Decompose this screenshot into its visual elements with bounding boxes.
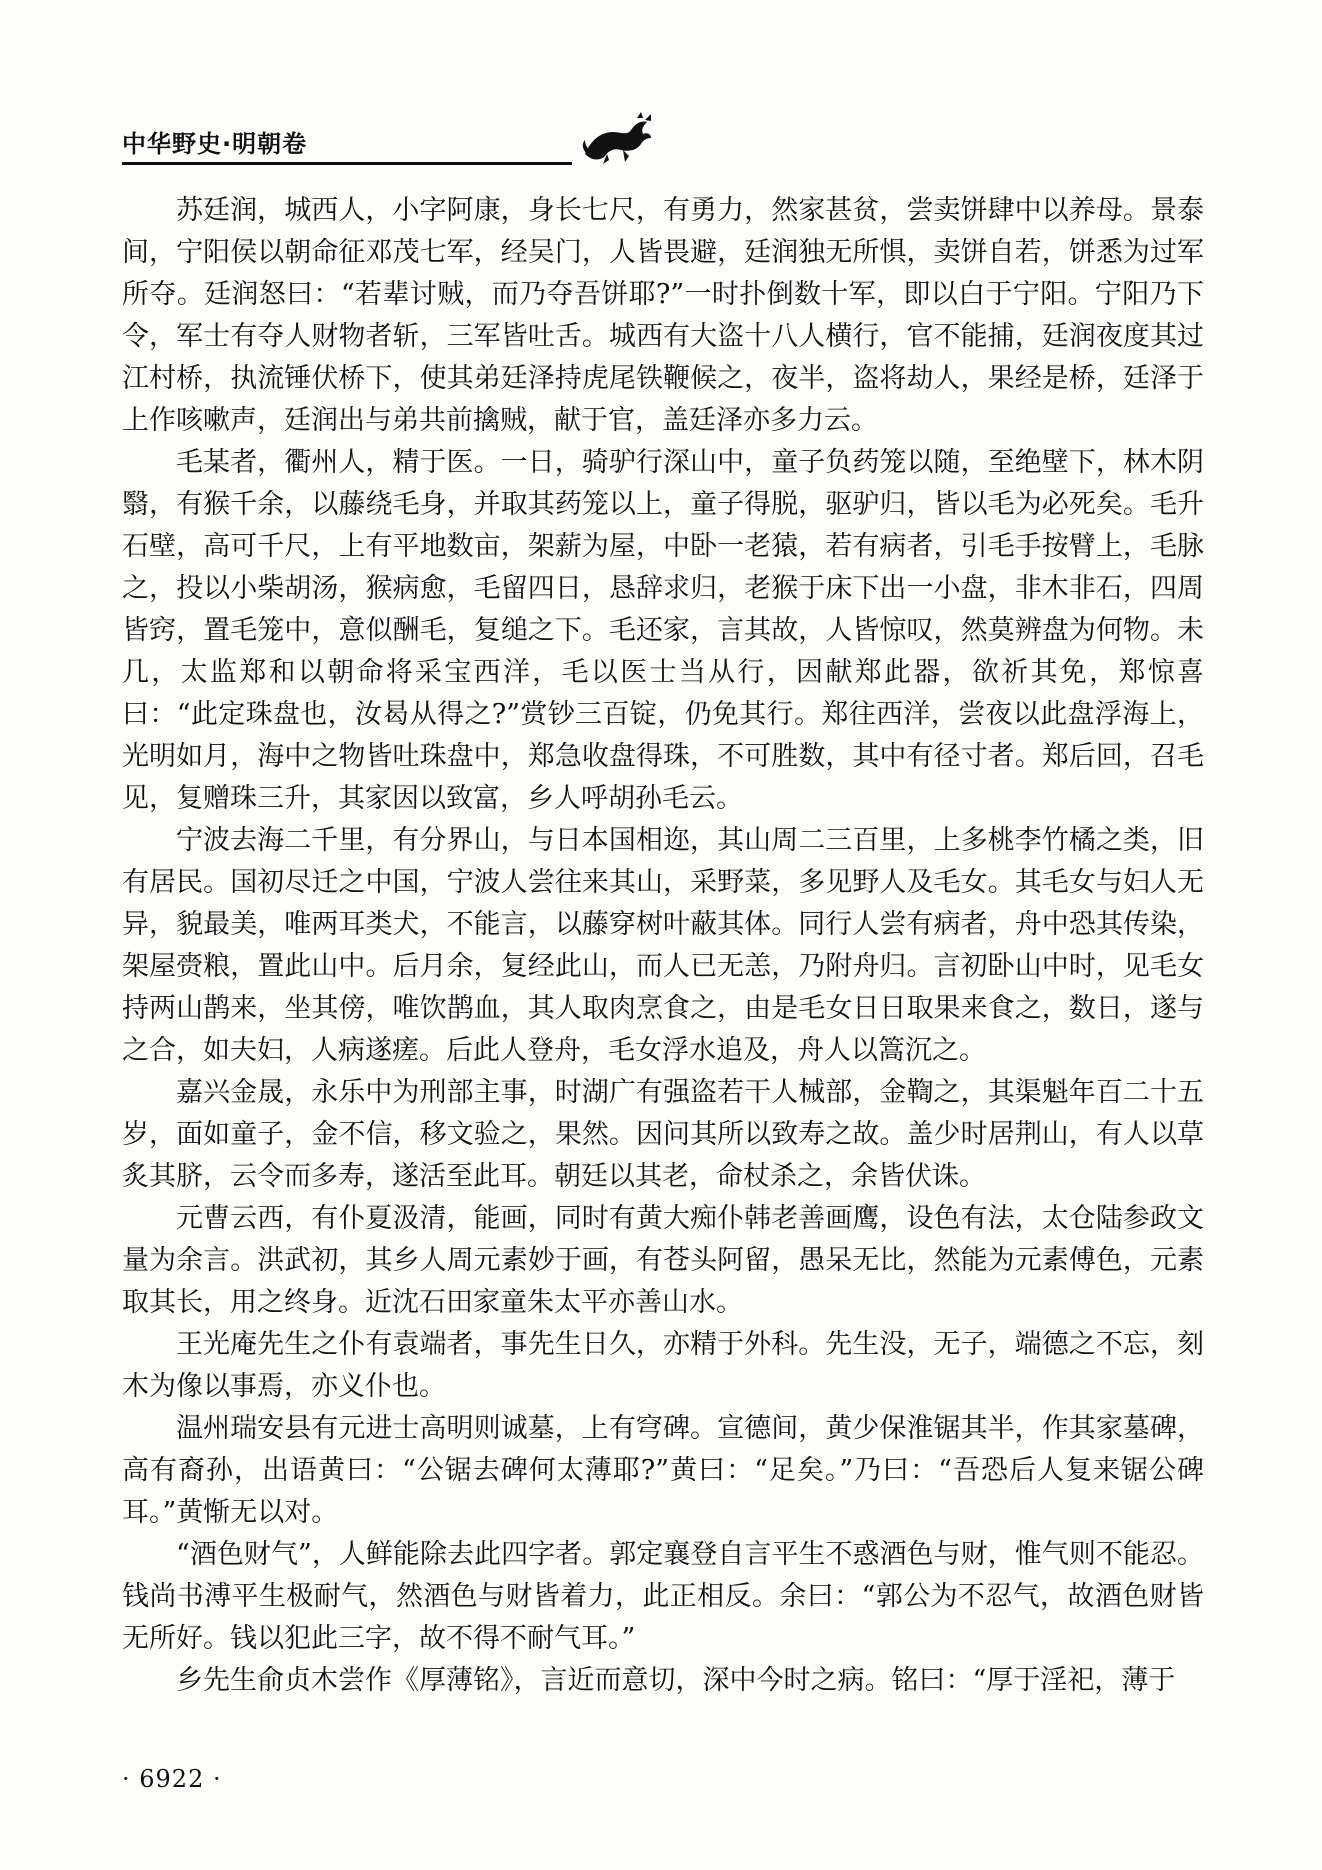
paragraph: 毛某者，衢州人，精于医。一日，骑驴行深山中，童子负药笼以随，至绝壁下，林木阴翳，有猴千余，以藤绕毛身，并取其药笼以上，童子得脱，驱驴归，皆以毛为必死矣。毛升石壁，高可千尺，上有平地数亩，架薪为屋，中卧一老猿，若有病者，引毛手按臂上，毛脉之，投以小柴胡汤，猴病愈，毛留四日，恳辞求归，老猴于床下出一小盘，非木非石，四周皆窍，置毛笼中，意似酬毛，复缒之下。毛还家，言其故，人皆惊叹，然莫辨盘为何物。未几，太监郑和以朝命将采宝西洋，毛以医士当从行，因献郑此器，欲祈其免，郑惊喜曰：“此定珠盘也，汝曷从得之?”赏钞三百锭，仍免其行。郑往西洋，尝夜以此盘浮海上，光明如月，海中之物皆吐珠盘中，郑急收盘得珠，不可胜数，其中有径寸者。郑后回，召毛见，复赠珠三升，其家因以致富，乡人呼胡孙毛云。 xyxy=(122,447,1204,814)
paragraph: 宁波去海二千里，有分界山，与日本国相迩，其山周二三百里，上多桃李竹橘之类，旧有居民。国初尽迁之中国，宁波人尝往来其山，采野菜，多见野人及毛女。其毛女与妇人无异，貌最美，唯两耳类犬，不能言，以藤穿树叶蔽其体。同行人尝有病者，舟中恐其传染，架屋赍粮，置此山中。后月余，复经此山，而人已无恙，乃附舟归。言初卧山中时，见毛女持两山鹊来，坐其傍，唯饮鹊血，其人取肉烹食之，由是毛女日日取果来食之，数日，遂与之合，如夫妇，人病遂瘥。后此人登舟，毛女浮水追及，舟人以篙沉之。 xyxy=(122,825,1204,1066)
paragraph: 嘉兴金晟，永乐中为刑部主事，时湖广有强盗若干人械部，金鞫之，其渠魁年百二十五岁，面如童子，金不信，移文验之，果然。因问其所以致寿之故。盖少时居荆山，有人以草炙其脐，云令而多寿，遂活至此耳。朝廷以其老，命杖杀之，余皆伏诛。 xyxy=(122,1077,1204,1192)
paragraph: 苏廷润，城西人，小字阿康，身长七尺，有勇力，然家甚贫，尝卖饼肆中以养母。景泰间，宁阳侯以朝命征邓茂七军，经吴门，人皆畏避，廷润独无所惧，卖饼自若，饼悉为过军所夺。廷润怒曰：“若辈讨贼，而乃夺吾饼耶?”一时扑倒数十军，即以白于宁阳。宁阳乃下令，军士有夺人财物者斩，三军皆吐舌。城西有大盗十八人横行，官不能捕，廷润夜度其过江村桥，执流锤伏桥下，使其弟廷泽持虎尾铁鞭候之，夜半，盗将劫人，果经是桥，廷泽于上作咳嗽声，廷润出与弟共前擒贼，献于官，盖廷泽亦多力云。 xyxy=(122,195,1204,436)
paragraph: 温州瑞安县有元进士高明则诚墓，上有穹碑。宣德间，黄少保淮锯其半，作其家墓碑，高有裔孙，出语黄曰：“公锯去碑何太薄耶?”黄曰：“足矣。”乃曰：“吾恐后人复来锯公碑耳。”黄惭无以对。 xyxy=(122,1413,1204,1528)
dragon-icon xyxy=(577,110,657,166)
paragraph: 乡先生俞贞木尝作《厚薄铭》，言近而意切，深中今时之病。铭曰：“厚于淫祀，薄于 xyxy=(176,1665,1176,1696)
paragraph: “酒色财气”，人鲜能除去此四字者。郭定襄登自言平生不惑酒色与财，惟气则不能忍。钱尚书溥平生极耐气，然酒色与财皆着力，此正相反。余曰：“郭公为不忍气，故酒色财皆无所好。钱以犯此三字，故不得不耐气耳。” xyxy=(122,1539,1204,1654)
book-title: 中华野史·明朝卷 xyxy=(122,130,308,158)
running-header xyxy=(122,110,1202,170)
paragraph: 元曹云西，有仆夏汲清，能画，同时有黄大痴仆韩老善画鹰，设色有法，太仓陆参政文量为余言。洪武初，其乡人周元素妙于画，有苍头阿留，愚呆无比，然能为元素傅色，元素取其长，用之终身。近沈石田家童朱太平亦善山水。 xyxy=(122,1203,1204,1318)
header-rule xyxy=(122,162,572,165)
page-number: · 6922 · xyxy=(122,1765,222,1793)
body-text xyxy=(122,190,1204,1702)
paragraph: 王光庵先生之仆有袁端者，事先生日久，亦精于外科。先生没，无子，端德之不忘，刻木为像以事焉，亦义仆也。 xyxy=(122,1329,1204,1402)
